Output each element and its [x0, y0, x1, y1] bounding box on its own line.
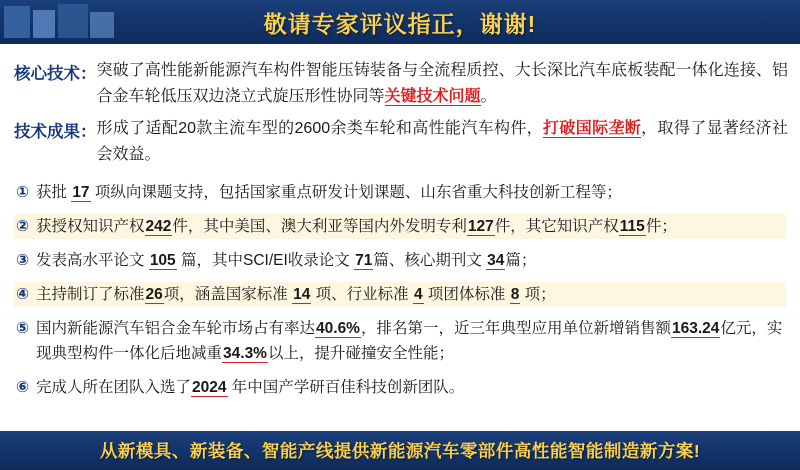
segment-text: 。 — [480, 88, 497, 105]
list-item-text — [36, 316, 786, 366]
bottom-banner-text: 从新模具、新装备、智能产线提供新能源汽车零部件高性能智能制造新方案! — [99, 441, 701, 461]
top-banner — [0, 0, 800, 44]
segment-text: 年中国产学研百佳科技创新团队。 — [227, 379, 465, 396]
technology-achievement-text — [97, 116, 789, 168]
segment-text: ，取得了显著经济社会效益。 — [96, 120, 788, 163]
segment-text: 国内新能源汽车铝合金车轮市场占有率达 — [36, 320, 316, 337]
core-technology-row — [0, 58, 800, 110]
segment-number: 40.6% — [316, 320, 360, 337]
segment-text: 篇； — [505, 252, 537, 269]
list-item — [14, 248, 786, 273]
list-item — [14, 282, 786, 307]
list-item — [14, 316, 786, 366]
segment-text: 亿元，实现典型构件一体化后地减重 — [36, 320, 783, 362]
segment-number: 4 — [413, 286, 423, 303]
segment-number: 26 — [145, 286, 163, 303]
list-marker: ⑥ — [16, 379, 30, 396]
list-item — [14, 180, 786, 205]
segment-number: 17 — [72, 184, 90, 201]
list-item-text — [36, 180, 786, 205]
segment-text: 主持制订了标准 — [36, 286, 145, 303]
segment-highlight: 打破国际垄断 — [543, 120, 642, 137]
segment-text: ，排名第一，近三年典型应用单位新增销售额 — [360, 320, 671, 337]
list-item-text — [36, 214, 786, 239]
list-marker: ⑤ — [16, 320, 30, 337]
segment-text: 完成人所在团队入选了 — [36, 379, 192, 396]
segment-number: 105 — [149, 252, 176, 269]
list-item — [14, 214, 786, 239]
segment-text: 项，涵盖国家标准 — [163, 286, 293, 303]
segment-text: 项； — [520, 286, 556, 303]
segment-number: 34 — [487, 252, 505, 269]
segment-number: 71 — [355, 252, 373, 269]
achievement-list — [0, 180, 800, 400]
technology-achievement-label: 技术成果： — [14, 123, 97, 141]
core-technology-text — [97, 58, 789, 110]
segment-text: 篇、核心期刊文 — [373, 252, 487, 269]
core-technology-label: 核心技术： — [14, 65, 97, 83]
list-marker: ② — [16, 218, 30, 235]
segment-number: 163.24 — [671, 320, 720, 337]
list-item-text — [36, 248, 786, 273]
segment-text: 项团体标准 — [423, 286, 510, 303]
segment-number: 242 — [145, 218, 172, 235]
segment-number: 115 — [619, 218, 645, 235]
segment-number: 127 — [467, 218, 494, 235]
segment-text: 项纵向课题支持，包括国家重点研发计划课题、山东省重大科技创新工程等； — [90, 184, 622, 201]
segment-text: 件； — [645, 218, 677, 235]
technology-achievement-row — [0, 116, 800, 168]
segment-number: 34.3% — [223, 345, 267, 362]
segment-text: 篇，其中SCI/EI收录论文 — [176, 252, 355, 269]
segment-text: 项、行业标准 — [311, 286, 413, 303]
segment-number: 14 — [293, 286, 311, 303]
page-title: 敬请专家评议指正，谢谢! — [263, 10, 537, 37]
list-item — [14, 375, 786, 400]
segment-highlight: 关键技术问题 — [384, 88, 481, 105]
segment-text: 件，其中美国、澳大利亚等国内外发明专利 — [172, 218, 467, 235]
segment-text: 发表高水平论文 — [36, 252, 149, 269]
list-marker: ③ — [16, 252, 30, 269]
segment-text: 获批 — [36, 184, 72, 201]
segment-text: 形成了适配20款主流车型的2600余类车轮和高性能汽车构件， — [96, 120, 544, 137]
segment-text: 件，其它知识产权 — [494, 218, 619, 235]
list-marker: ④ — [16, 286, 30, 303]
segment-text: 突破了高性能新能源汽车构件智能压铸装备与全流程质控、大长深比汽车底板装配一体化连接、铝合金车轮低压双边浇立式旋压形性协同等 — [96, 62, 788, 105]
list-marker: ① — [16, 184, 30, 201]
bottom-banner — [0, 431, 800, 470]
content-area — [0, 44, 800, 431]
segment-number: 8 — [510, 286, 520, 303]
segment-number: 2024 — [192, 379, 227, 396]
list-item-text — [36, 375, 786, 400]
segment-text: 以上，提升碰撞安全性能； — [267, 345, 454, 362]
list-item-text — [36, 282, 786, 307]
segment-text: 获授权知识产权 — [36, 218, 145, 235]
